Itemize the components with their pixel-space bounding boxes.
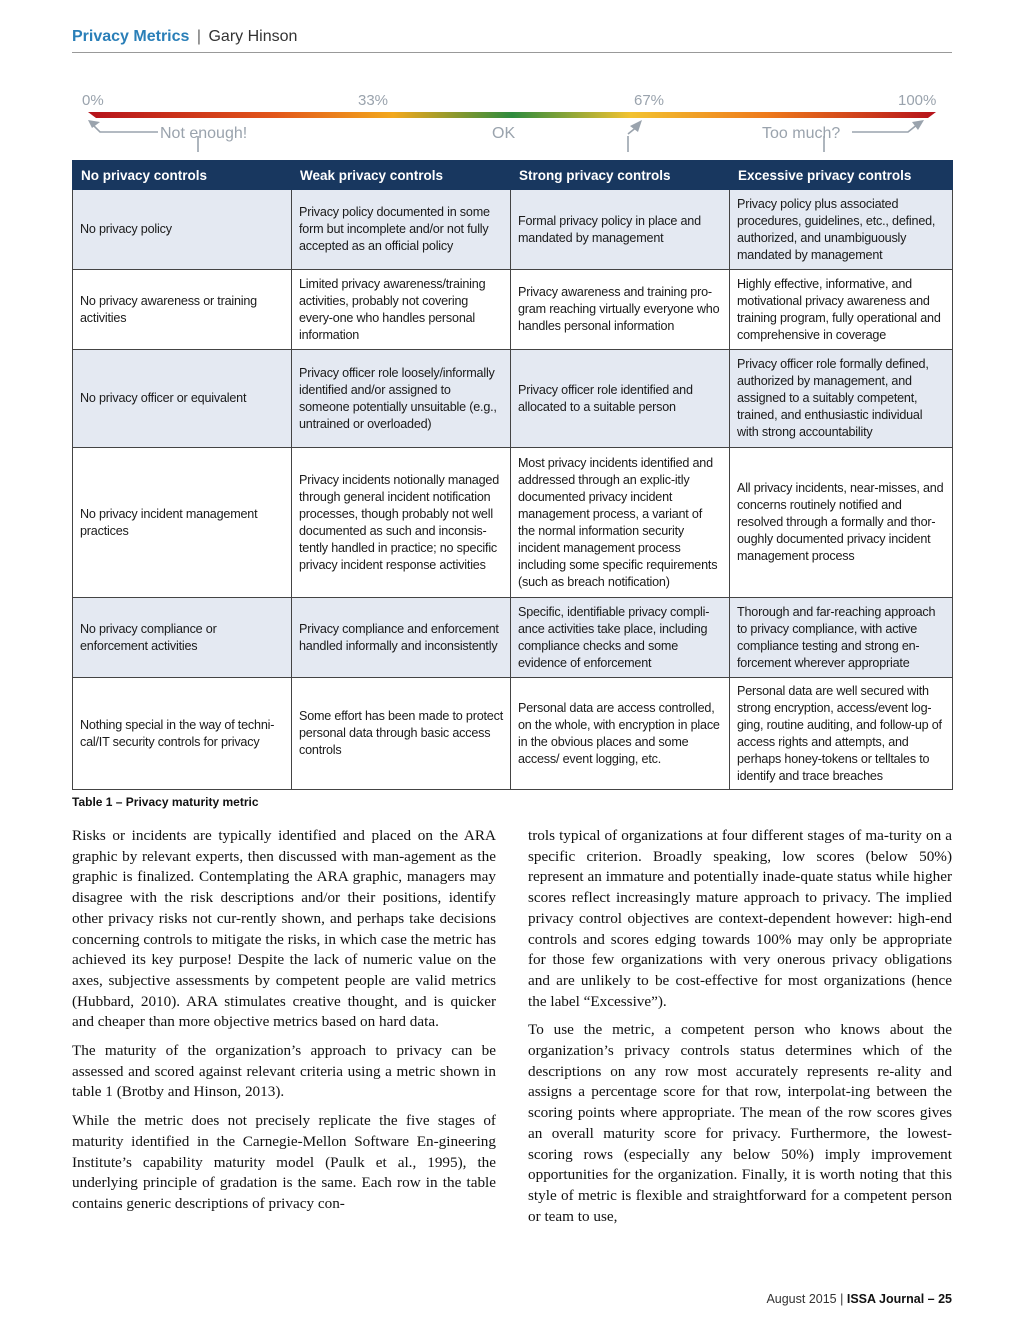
header-author: Gary Hinson <box>208 28 298 45</box>
running-header <box>72 28 952 53</box>
page-footer <box>766 1292 952 1306</box>
table-cell: Thorough and far-reaching approach to privacy compliance, with active compliance testing and strong en-forcement wherever appropriate <box>730 598 953 678</box>
maturity-scale <box>72 88 952 158</box>
zone-label-not-enough: Not enough! <box>160 125 248 142</box>
table-cell: Limited privacy awareness/training activities, probably not covering every-one who handles personal information <box>292 270 511 350</box>
table-row <box>73 678 953 790</box>
table-cell: No privacy incident management practices <box>73 448 292 598</box>
scale-gradient-bar <box>88 112 936 118</box>
paragraph: Risks or incidents are typically identified and placed on the ARA graphic by relevant experts, then discussed with man-agement as the graphic is finalized. Contemplating the ARA graphic, managers may disagree with the risk descriptions and/or their positions, identify other privacy risks not cur-rently shown, and perhaps take decisions concerning controls to mitigate the risks, in which case the metric has achieved its key purpose! Despite the lack of numeric value on the axes, subjective assessments by competent people are valid metrics (Hubbard, 2010). ARA stimulates creative thought, and is quicker and cheaper than more objective metrics based on hard data. <box>72 827 496 1031</box>
footer-journal: ISSA Journal – 25 <box>846 1292 952 1306</box>
table-cell: Some effort has been made to protect personal data through basic access controls <box>292 678 511 790</box>
table-cell: Privacy incidents notionally managed through general incident notification processes, though probably not well documented as such and inconsis-tently handled in practice; no specific privacy incident response activities <box>292 448 511 598</box>
header-title: Privacy Metrics <box>72 28 190 45</box>
table-row <box>73 598 953 678</box>
body-column-right <box>528 826 952 1235</box>
table-cell: Privacy officer role identified and allocated to a suitable person <box>511 350 730 448</box>
table-cell: Nothing special in the way of techni-cal/IT security controls for privacy <box>73 678 292 790</box>
paragraph: While the metric does not precisely replicate the five stages of maturity identified in the Carnegie-Mellon Software En-gineering Institute’s capability maturity model (Paulk et al., 1995), the underlying principle of gradation is the same. Each row in the table contains generic descriptions of privacy con- <box>72 1112 496 1212</box>
table-caption: Table 1 – Privacy maturity metric <box>72 795 259 809</box>
table-cell: No privacy officer or equivalent <box>73 350 292 448</box>
table-cell: No privacy awareness or training activities <box>73 270 292 350</box>
table-cell: Specific, identifiable privacy compli-ance activities take place, including compliance checks and some evidence of enforcement <box>511 598 730 678</box>
table-cell: Privacy officer role loosely/informally identified and/or assigned to someone potentially unsuitable (e.g., untrained or overloaded) <box>292 350 511 448</box>
table-cell: Formal privacy policy in place and mandated by management <box>511 190 730 270</box>
table-cell: Privacy awareness and training pro-gram reaching virtually everyone who handles personal information <box>511 270 730 350</box>
zone-label-too-much: Too much? <box>762 125 841 142</box>
table-row <box>73 350 953 448</box>
table-cell: Privacy policy documented in some form but incomplete and/or not fully accepted as an official policy <box>292 190 511 270</box>
table-cell: Most privacy incidents identified and addressed through an explic-itly documented privacy incident management process, a variant of the normal information security incident management process including some specific requirements (such as breach notification) <box>511 448 730 598</box>
header-excessive-controls: Excessive privacy controls <box>730 161 953 190</box>
scale-label-0: 0% <box>82 92 104 109</box>
table-header-row <box>73 161 953 190</box>
privacy-maturity-table <box>72 160 953 790</box>
scale-label-33: 33% <box>358 92 389 109</box>
table-cell: No privacy compliance or enforcement activities <box>73 598 292 678</box>
table-cell: Personal data are access controlled, on the whole, with encryption in place in the obvious places and some access/ event logging, etc. <box>511 678 730 790</box>
scale-label-67: 67% <box>634 92 665 109</box>
body-column-left <box>72 826 496 1223</box>
paragraph: To use the metric, a competent person who knows about the organization’s privacy controls status determines which of the descriptions on any row most accurately represents re-ality and assigns a percentage score for that row, interpolat-ing between the scoring points where appropriate. The mean of the row scores gives an overall maturity score for privacy. Furthermore, the lowest-scoring rows (especially any below 50%) imply improvement opportunities for the organization. Finally, it is worth noting that this style of metric is flexible and straightforward for a competent person or team to use, <box>528 1021 952 1225</box>
table-cell: Privacy policy plus associated procedures, guidelines, etc., defined, authorized, and unambiguously mandated by management <box>730 190 953 270</box>
header-strong-controls: Strong privacy controls <box>511 161 730 190</box>
zone-label-ok: OK <box>492 125 516 142</box>
table-cell: Privacy officer role formally defined, authorized by management, and assigned to a suitably competent, trained, and enthusiastic individual with strong accountability <box>730 350 953 448</box>
arrow-head-right <box>912 120 924 130</box>
paragraph: trols typical of organizations at four different stages of ma-turity on a specific criterion. Broadly speaking, low scores (below 50%) represent an immature and potentially inade-quate status while higher scores reflect increasingly mature approach to privacy. The implied privacy control objectives are context-dependent however: high-end controls and scores edging towards 100% may only be appropriate for those few organizations with very onerous privacy obligations and are unlikely to be cost-effective for most organizations (hence the label “Excessive”). <box>528 827 952 1010</box>
table-row <box>73 270 953 350</box>
scale-label-100: 100% <box>898 92 937 109</box>
table-cell: All privacy incidents, near-misses, and concerns routinely notified and resolved through a formally and thor-oughly documented privacy incident management process <box>730 448 953 598</box>
header-weak-controls: Weak privacy controls <box>292 161 511 190</box>
maturity-scale-graphic <box>72 88 952 160</box>
table-cell: Personal data are well secured with strong encryption, access/event log-ging, routine auditing, and follow-up of access rights and attempts, and perhaps honey-tokens or telltales to identify and trace breaches <box>730 678 953 790</box>
footer-date: August 2015 <box>766 1292 837 1306</box>
header-no-controls: No privacy controls <box>73 161 292 190</box>
table-cell: Highly effective, informative, and motivational privacy awareness and training program, fully operational and comprehensive in coverage <box>730 270 953 350</box>
table-cell: Privacy compliance and enforcement handled informally and inconsistently <box>292 598 511 678</box>
table-row <box>73 190 953 270</box>
table-row <box>73 448 953 598</box>
footer-separator: | <box>840 1292 844 1306</box>
header-separator: | <box>196 28 202 45</box>
table-cell: No privacy policy <box>73 190 292 270</box>
paragraph: The maturity of the organization’s approach to privacy can be assessed and scored against relevant criteria using a metric shown in table 1 (Brotby and Hinson, 2013). <box>72 1042 496 1101</box>
